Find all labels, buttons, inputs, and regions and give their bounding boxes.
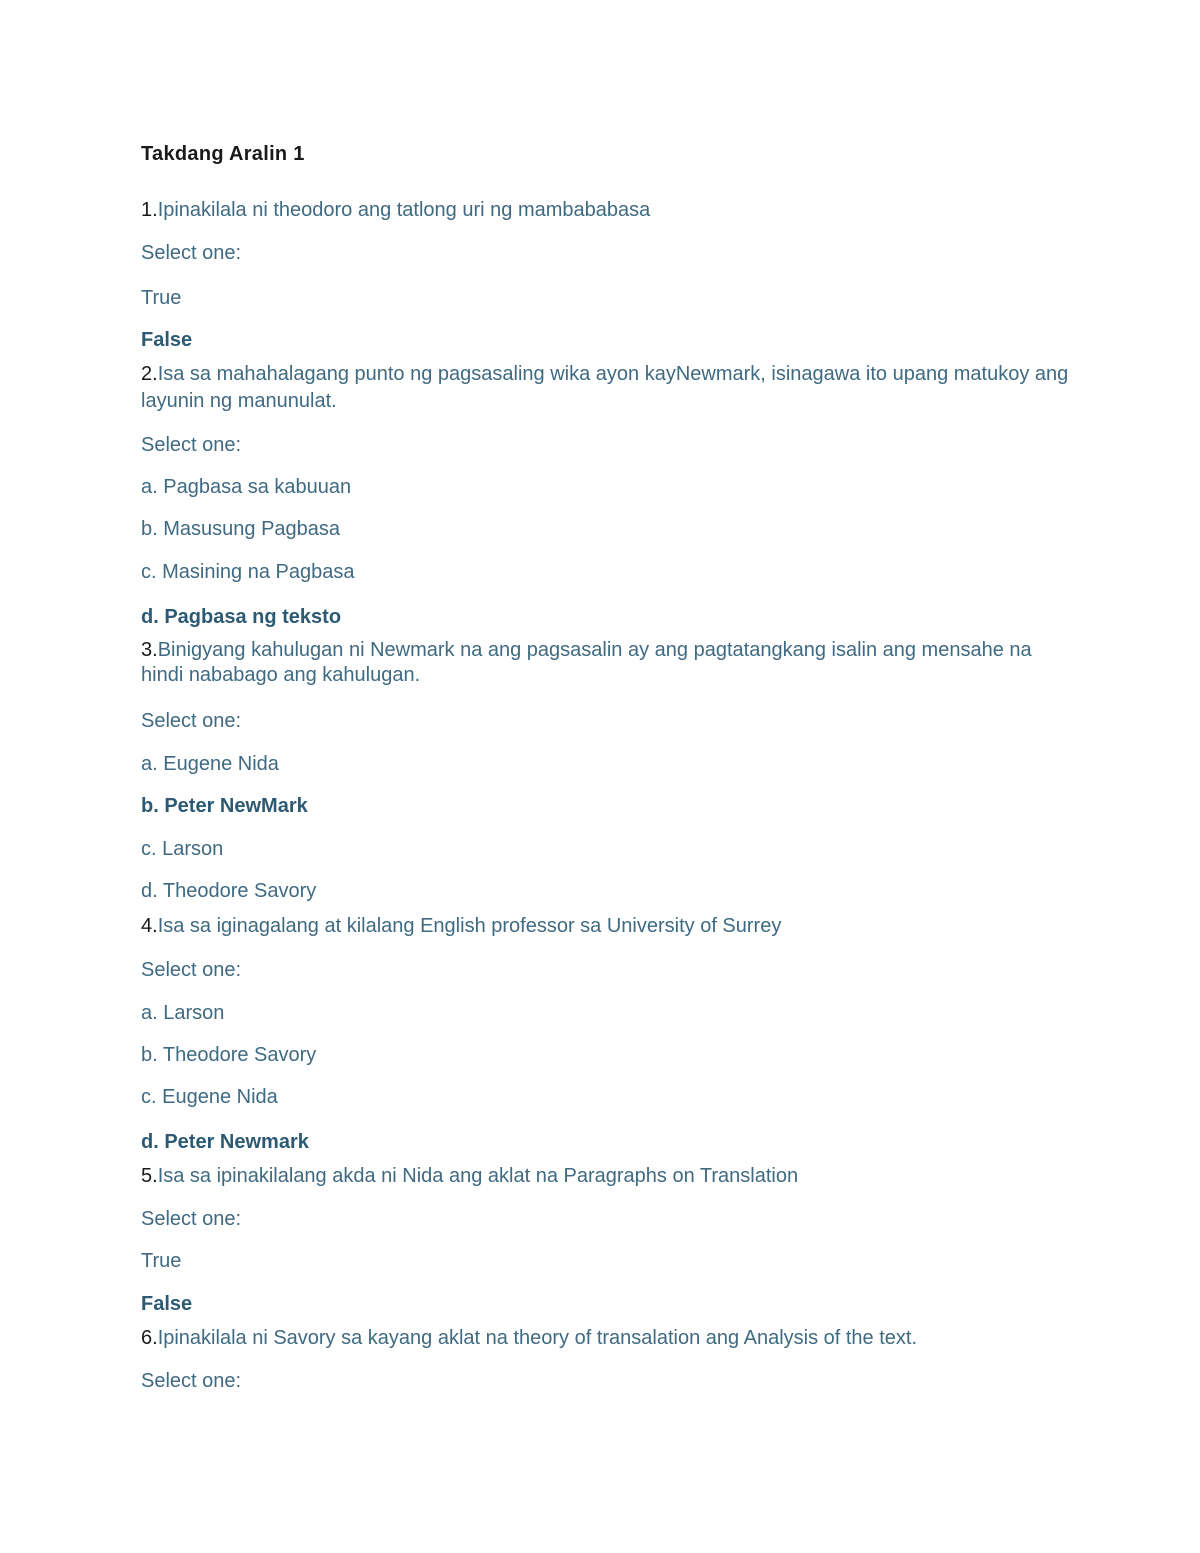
selected-answer: False [141, 329, 193, 351]
question-6 [141, 1325, 917, 1351]
question-1 [141, 197, 650, 223]
selected-answer: b. Peter NewMark [141, 795, 308, 817]
select-one-label: Select one: [141, 710, 242, 732]
question-text: Binigyang kahulugan ni Newmark na ang pagsasalin ay ang pagtatangkang isalin ang mensahe na hindi nababago ang kahulugan. [141, 639, 1032, 686]
question-number: 1. [141, 199, 158, 221]
question-number: 5. [141, 1165, 158, 1187]
option-a: a. Eugene Nida [141, 753, 279, 775]
option-c: c. Larson [141, 838, 224, 860]
select-one-label: Select one: [141, 1370, 242, 1392]
question-5 [141, 1163, 798, 1189]
option-b: b. Theodore Savory [141, 1044, 317, 1066]
option-b: b. Masusung Pagbasa [141, 518, 341, 540]
option-c: c. Eugene Nida [141, 1086, 278, 1108]
question-text: Isa sa iginagalang at kilalang English professor sa University of Surrey [157, 915, 782, 937]
question-text: Isa sa ipinakilalang akda ni Nida ang aklat na Paragraphs on Translation [157, 1165, 799, 1187]
question-number: 3. [141, 639, 158, 661]
select-one-label: Select one: [141, 1208, 242, 1230]
option-a: a. Pagbasa sa kabuuan [141, 476, 352, 498]
question-number: 2. [141, 363, 158, 385]
select-one-label: Select one: [141, 242, 242, 264]
page-title: Takdang Aralin 1 [141, 143, 305, 165]
question-number: 6. [141, 1327, 158, 1349]
option-a: a. Larson [141, 1002, 225, 1024]
question-3 [141, 638, 1076, 688]
selected-answer: d. Peter Newmark [141, 1131, 309, 1153]
option-true: True [141, 1250, 182, 1272]
select-one-label: Select one: [141, 959, 242, 981]
question-number: 4. [141, 915, 158, 937]
option-d: d. Theodore Savory [141, 880, 317, 902]
selected-answer: d. Pagbasa ng teksto [141, 606, 342, 628]
question-text: Ipinakilala ni Savory sa kayang aklat na theory of transalation ang Analysis of the text. [157, 1327, 918, 1349]
select-one-label: Select one: [141, 434, 242, 456]
question-text: Isa sa mahahalagang punto ng pagsasaling wika ayon kayNewmark, isinagawa ito upang matukoy ang layunin ng manunulat. [141, 363, 1069, 412]
question-2 [141, 361, 1076, 415]
option-c: c. Masining na Pagbasa [141, 561, 355, 583]
question-text: Ipinakilala ni theodoro ang tatlong uri ng mambababasa [157, 199, 651, 221]
selected-answer: False [141, 1293, 193, 1315]
option-true: True [141, 287, 182, 309]
question-4 [141, 913, 781, 939]
